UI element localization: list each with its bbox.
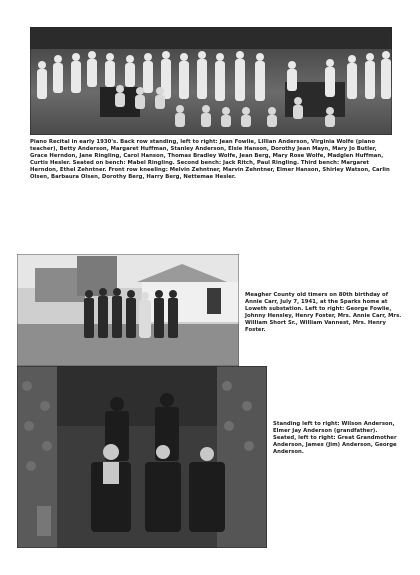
piano-recital-caption: Piano Recital in early 1930's. Back row standing, left to right: Jean Fowlie, Lillian Anderson, Virginia Wolfe (piano teacher), Betty Anderson, Margaret Huffman, Stanley Anderson, Elsie Hanson, Dorothy Jean Mayn, Mary Jo Butler, Grace Herndon, Jane Ringling, Carol Hanson, Thomas Bradley Wolfe, Jean Berg, Mary Rose Wolfe, Madglen Huffman, Curtis Hesler. Seated on bench: Mabel Ringling. Second bench: Jack Ritch, Paul Ringling. Third bench: Margaret Herndon, Ethel Zehntner. Front row kneeling: Melvin Zehntner, Marvin Zehntner, Elmer Hanson, Shirley Watson, Carlin Olsen, Barbaura Olsen, Dorothy Berg, Harry Berg, Nettemae Hesler.	[30, 139, 390, 180]
old-timers-photo	[17, 254, 239, 366]
piano-recital-photo	[30, 27, 392, 135]
anderson-family-photo	[17, 366, 267, 548]
anderson-family-caption: Standing left to right: Wilson Anderson, Elmer Jay Anderson (grandfather). Seated, left to right: Great Grandmother Anderson, James (Jim) Anderson, George Anderson.	[273, 421, 397, 455]
old-timers-caption: Meagher County old timers on 80th birthday of Annie Carr, July 7, 1941, at the Sparks home at Loweth substation. Left to right: George Fowlie, Johnny Hensley, Henry Foster, Mrs. Annie Carr, Mrs. William Short Sr., William Vannest, Mrs. Henry Foster.	[245, 292, 402, 333]
